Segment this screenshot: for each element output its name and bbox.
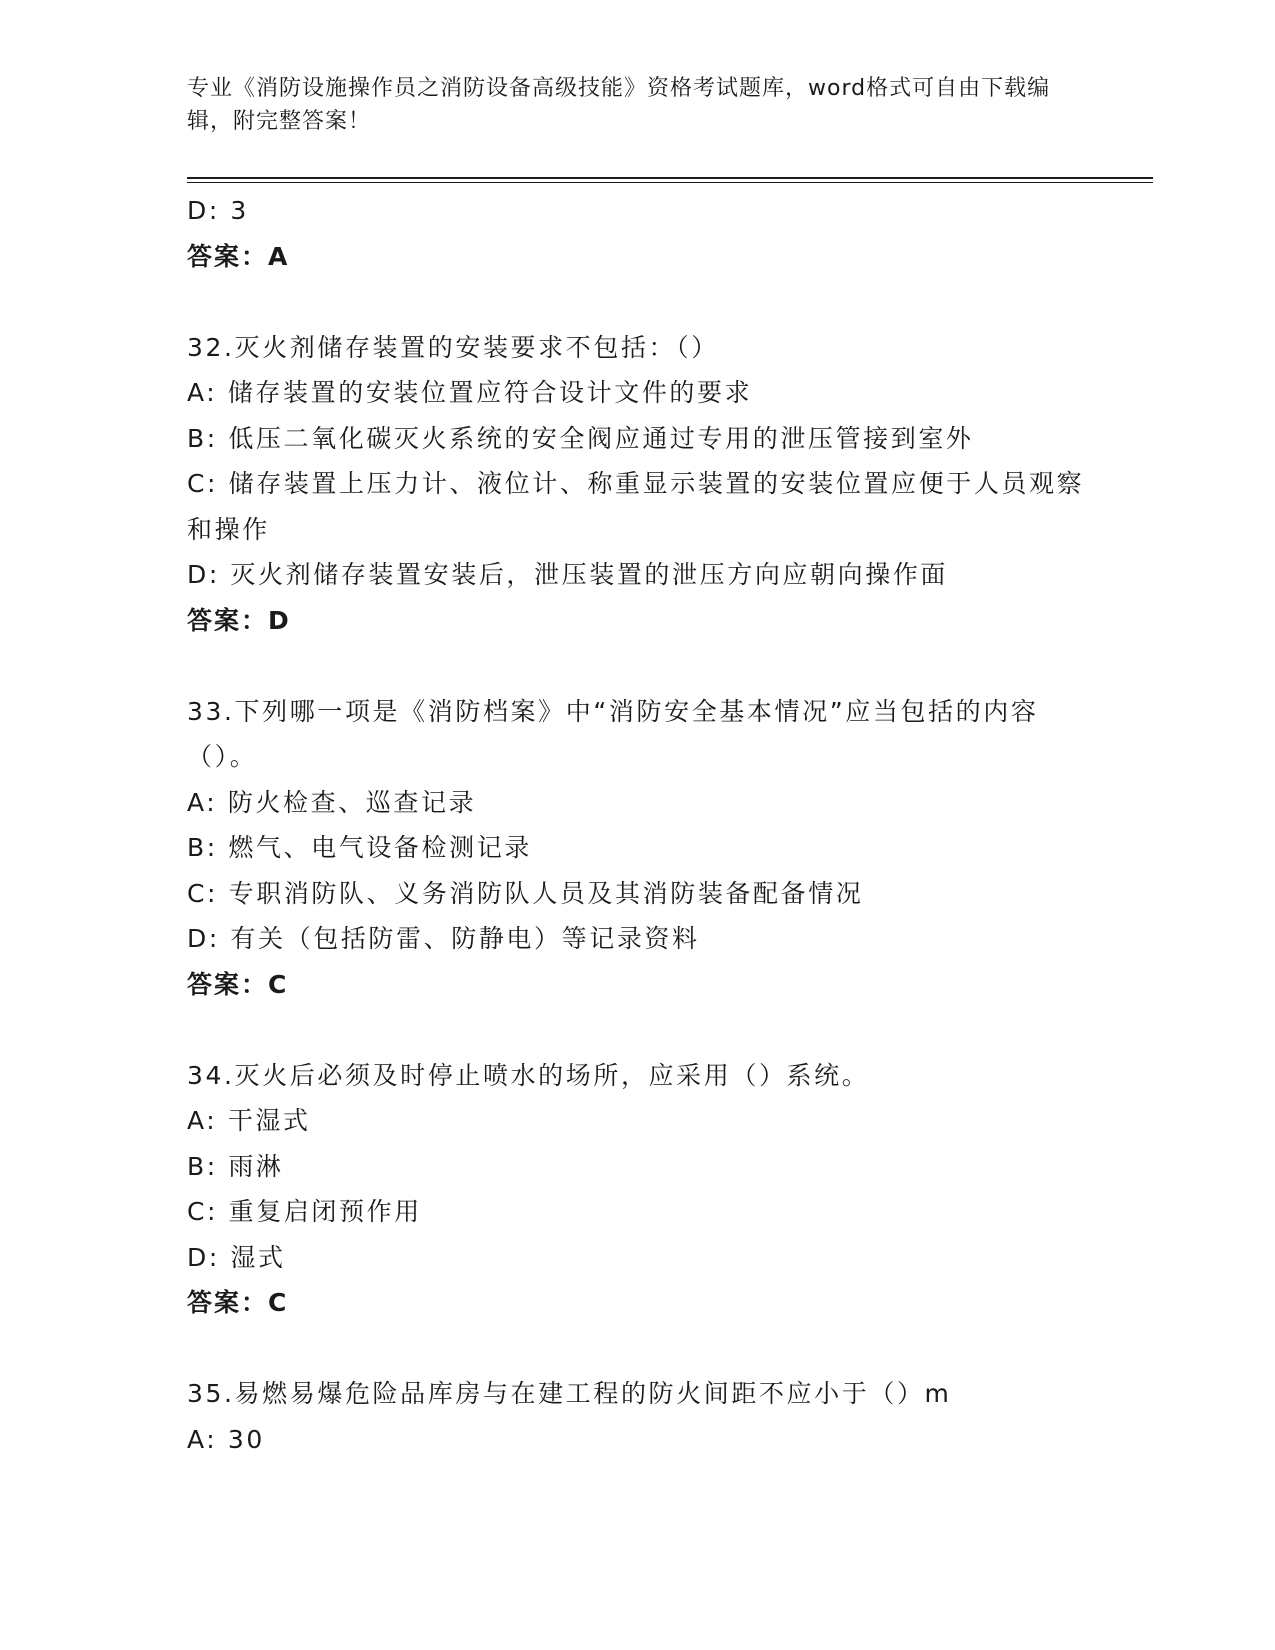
question-stem: 32.灭火剂储存装置的安装要求不包括：（） [187,332,719,362]
option-d: D: 灭火剂储存装置安装后，泄压装置的泄压方向应朝向操作面 [187,560,949,589]
question-34 [187,1053,1087,1326]
answer: 答案：D [187,605,291,635]
question-32 [187,325,1087,644]
option-b: B: 雨淋 [187,1151,284,1181]
option-b: B: 低压二氧化碳灭火系统的安全阀应通过专用的泄压管接到室外 [187,423,974,453]
option-b: B: 燃气、电气设备检测记录 [187,833,532,862]
option-d: D: 3 [187,196,249,225]
answer: 答案：C [187,1288,289,1317]
header-rule-thick [187,177,1153,179]
option-a: A: 干湿式 [187,1106,311,1135]
question-stem: 35.易燃易爆危险品库房与在建工程的防火间距不应小于（）m [187,1379,952,1408]
spacer [187,279,1087,325]
option-a: A: 防火检查、巡查记录 [187,787,477,817]
document-header: 专业《消防设施操作员之消防设备高级技能》资格考试题库，word格式可自由下载编辑，附完整答案！ [187,76,1051,134]
answer: 答案：C [187,969,289,999]
question-content [187,188,1087,1462]
spacer [187,643,1087,689]
option-c: C: 专职消防队、义务消防队人员及其消防装备配备情况 [187,878,864,908]
question-33 [187,689,1087,1008]
option-d: D: 湿式 [187,1242,286,1272]
option-c: C: 储存装置上压力计、液位计、称重显示装置的安装位置应便于人员观察和操作 [187,469,1085,544]
question-stem: 33.下列哪一项是《消防档案》中“消防安全基本情况”应当包括的内容（）。 [187,696,1039,771]
option-d: D: 有关（包括防雷、防静电）等记录资料 [187,924,700,953]
option-c: C: 重复启闭预作用 [187,1197,422,1226]
spacer [187,1007,1087,1053]
spacer [187,1326,1087,1372]
option-a: A: 30 [187,1424,265,1454]
question-stem: 34.灭火后必须及时停止喷水的场所，应采用（）系统。 [187,1060,870,1090]
question-35 [187,1371,1087,1462]
answer: 答案：A [187,241,290,271]
header-rule-thin [187,182,1153,183]
option-a: A: 储存装置的安装位置应符合设计文件的要求 [187,378,753,407]
